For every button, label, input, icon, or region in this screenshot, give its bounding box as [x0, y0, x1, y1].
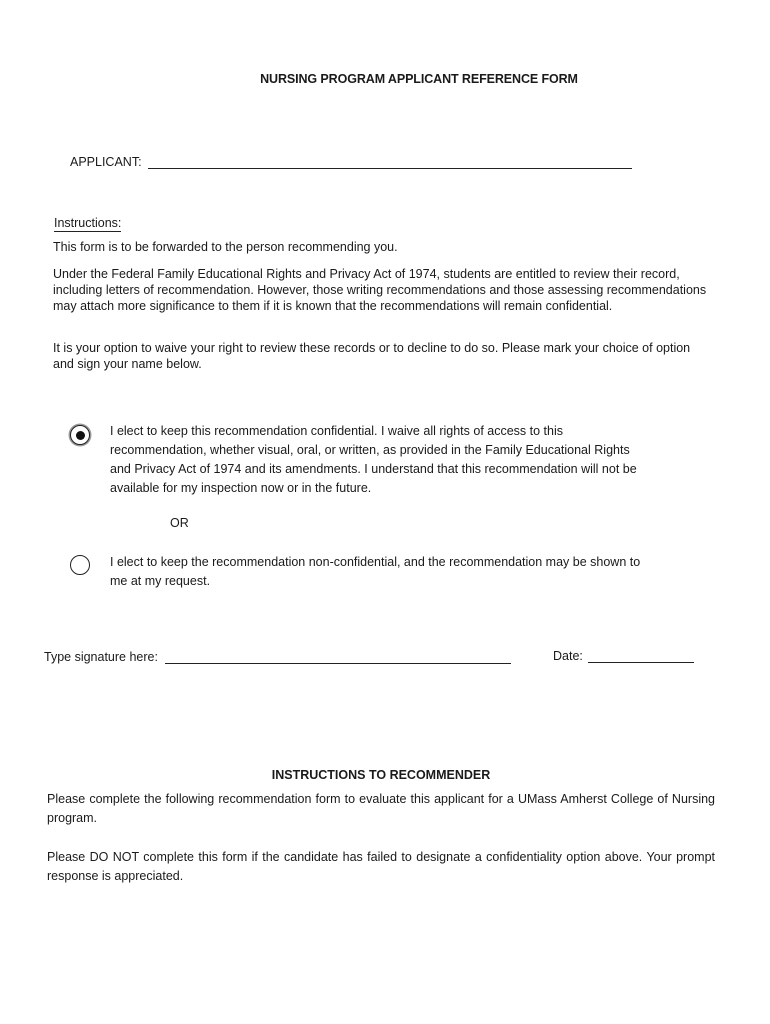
instructions-heading: Instructions: [54, 216, 122, 230]
date-row [553, 649, 694, 663]
signature-field[interactable] [165, 651, 511, 664]
recommender-paragraph-1: Please complete the following recommendation form to evaluate this applicant for a UMass Amherst College of Nursing program. [47, 792, 715, 825]
instructions-paragraph-1: This form is to be forwarded to the person recommending you. [53, 240, 398, 254]
radio-selected-dot-icon [76, 431, 85, 440]
date-field[interactable] [588, 650, 694, 663]
signature-row [44, 650, 511, 664]
non-confidential-option-text: I elect to keep the recommendation non-confidential, and the recommendation may be shown to me at my request. [110, 555, 641, 588]
applicant-label: APPLICANT: [70, 155, 142, 169]
date-label: Date: [553, 649, 583, 663]
recommender-heading: INSTRUCTIONS TO RECOMMENDER [271, 768, 491, 782]
instructions-paragraph-2: Under the Federal Family Educational Rights and Privacy Act of 1974, students are entitled to review their record, including letters of recommendation. However, those writing recommendations and those assessing recommendations may attach more significance to them if it is known that the recommendations will remain confidential. [53, 267, 707, 313]
non-confidential-radio[interactable] [70, 555, 90, 575]
recommender-paragraph-2: Please DO NOT complete this form if the candidate has failed to designate a confidentiality option above. Your prompt response is appreciated. [47, 850, 715, 883]
signature-label: Type signature here: [44, 650, 158, 664]
confidential-radio[interactable] [70, 425, 90, 445]
form-title: NURSING PROGRAM APPLICANT REFERENCE FORM [260, 72, 578, 86]
applicant-name-field[interactable] [148, 156, 632, 169]
applicant-row [70, 155, 632, 169]
instructions-paragraph-3: It is your option to waive your right to review these records or to decline to do so. Please mark your choice of option and sign your name below. [53, 341, 691, 371]
or-label: OR [170, 516, 189, 530]
confidential-option-text: I elect to keep this recommendation confidential. I waive all rights of access to this recommendation, whether visual, oral, or written, as provided in the Family Educational Rights and Privacy Act of 1974 and its amendments. I understand that this recommendation will not be available for my inspection now or in the future. [110, 424, 637, 495]
